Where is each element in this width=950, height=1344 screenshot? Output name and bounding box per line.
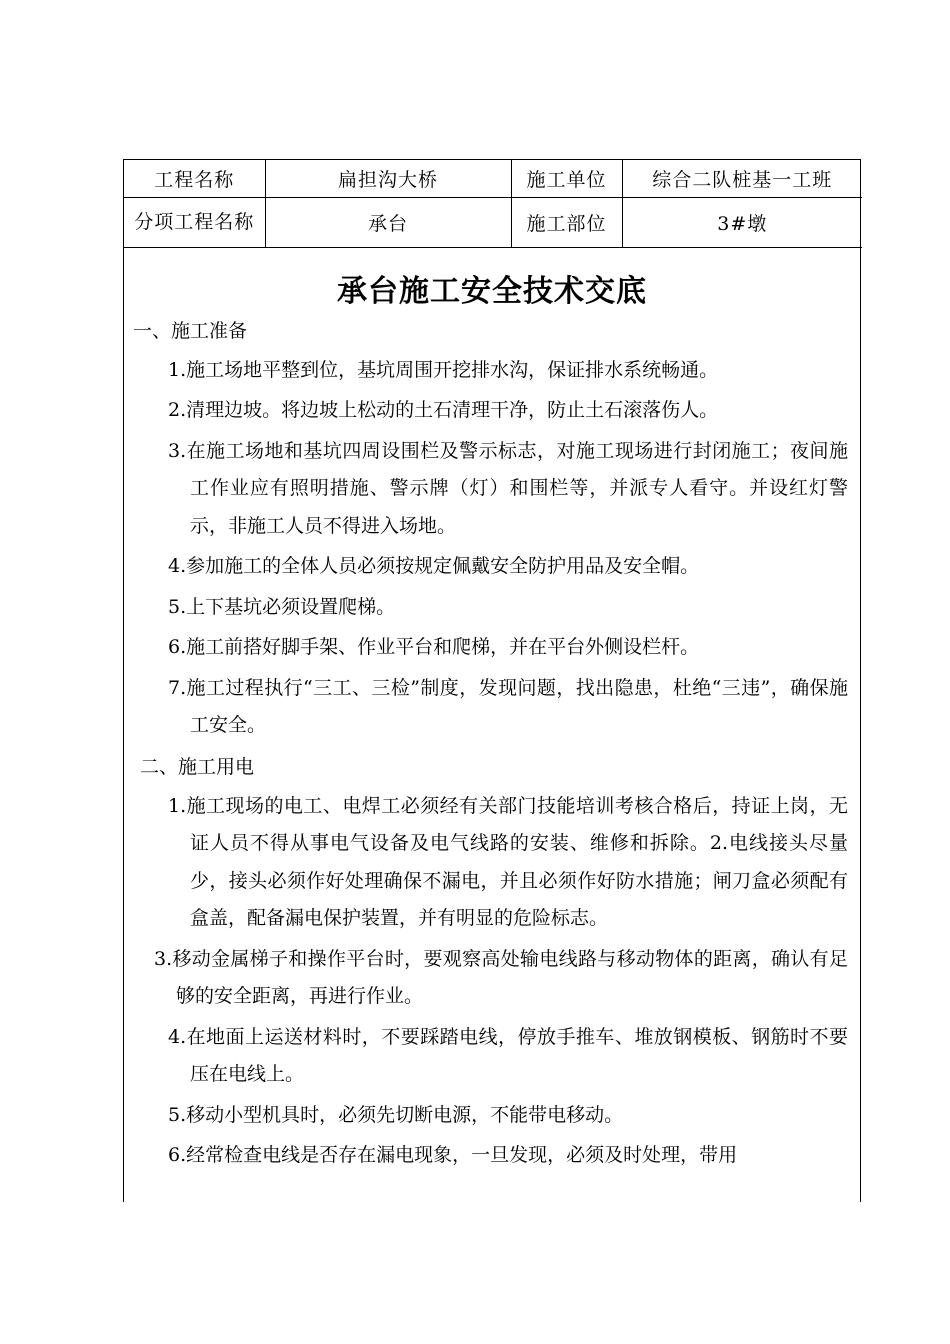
- list-item: 4.参加施工的全体人员必须按规定佩戴安全防护用品及安全帽。: [168, 555, 700, 577]
- sub-project-value: 承台: [265, 197, 511, 247]
- construction-location-label: 施工部位: [511, 197, 622, 247]
- document-content: [124, 272, 860, 1175]
- section-heading: 二、施工用电: [140, 755, 255, 778]
- section-heading: 一、施工准备: [133, 319, 248, 342]
- document-sheet: [123, 159, 861, 1202]
- list-item: 7.施工过程执行“三工、三检”制度，发现问题，找出隐患，杜绝“三违”，确保施工安全。: [168, 676, 848, 736]
- list-item: 1.施工场地平整到位，基坑周围开挖排水沟，保证排水系统畅通。: [168, 358, 719, 381]
- construction-unit-label: 施工单位: [511, 160, 622, 197]
- list-item: 3.在施工场地和基坑四周设围栏及警示标志，对施工现场进行封闭施工；夜间施工作业应有照明措施、警示牌（灯）和围栏等，并派专人看守。并设红灯警示，非施工人员不得进入场地。: [168, 439, 848, 537]
- project-info-table: [124, 160, 862, 248]
- list-item: 5.上下基坑必须设置爬梯。: [168, 595, 396, 618]
- list-item: 6.施工前搭好脚手架、作业平台和爬梯，并在平台外侧设栏杆。: [168, 636, 700, 658]
- list-item: 4.在地面上运送材料时，不要踩踏电线，停放手推车、堆放钢模板、钢筋时不要压在电线上。: [168, 1025, 848, 1085]
- list-item: 3.移动金属梯子和操作平台时，要观察高处输电线路与移动物体的距离，确认有足够的安全距离，再进行作业。: [154, 947, 848, 1007]
- project-name-label: 工程名称: [124, 160, 265, 197]
- sub-project-label: 分项工程名称: [124, 197, 265, 247]
- list-item: 6.经常检查电线是否存在漏电现象，一旦发现，必须及时处理，带用: [168, 1144, 738, 1166]
- document-title: 承台施工安全技术交底: [337, 273, 647, 309]
- construction-location-value: 3#墩: [622, 197, 862, 247]
- construction-unit-value: 综合二队桩基一工班: [622, 160, 862, 197]
- list-item: 5.移动小型机具时，必须先切断电源，不能带电移动。: [168, 1103, 624, 1126]
- list-item: 2.清理边坡。将边坡上松动的土石清理干净，防止土石滚落伤人。: [168, 399, 719, 421]
- list-item: 1.施工现场的电工、电焊工必须经有关部门技能培训考核合格后，持证上岗，无证人员不得从事电气设备及电气线路的安装、维修和拆除。2.电线接头尽量少，接头必须作好处理确保不漏电，并且必须作好防水措施；闸刀盒必须配有盒盖，配备漏电保护装置，并有明显的危险标志。: [168, 794, 848, 929]
- project-name-value: 扁担沟大桥: [265, 160, 511, 197]
